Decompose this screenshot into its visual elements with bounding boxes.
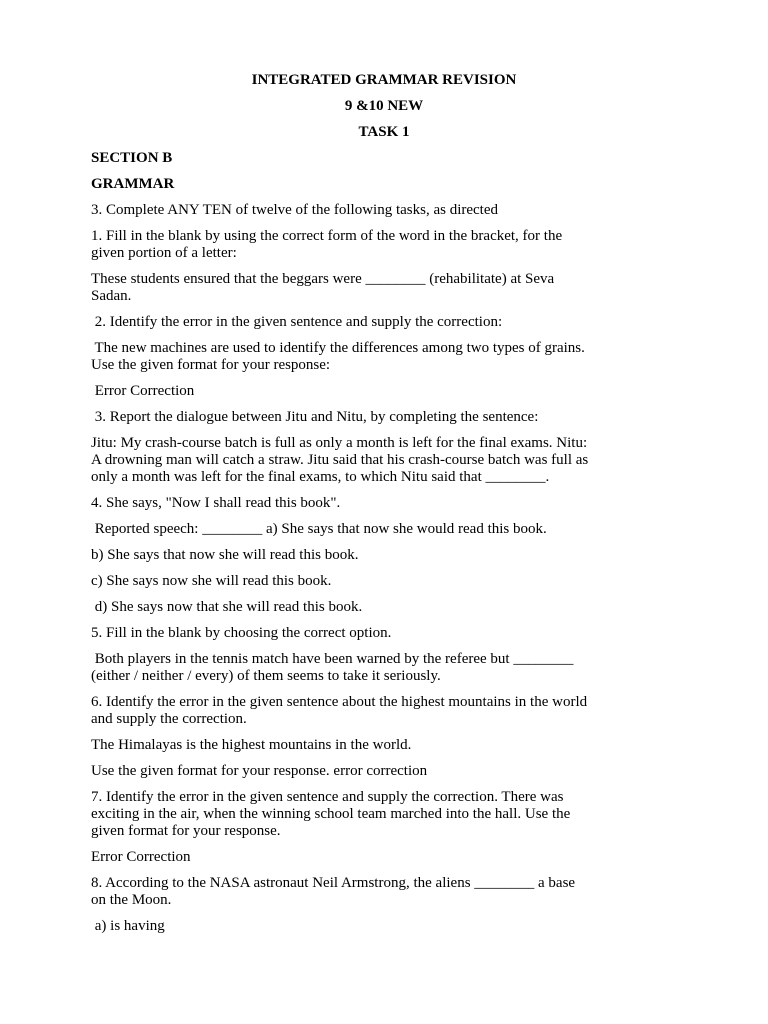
- q4-prompt: 4. She says, "Now I shall read this book".: [91, 495, 341, 511]
- q1-prompt-line2: given portion of a letter:: [91, 245, 237, 261]
- section-heading: SECTION B: [91, 150, 173, 166]
- q8-option-a: a) is having: [91, 918, 165, 934]
- q4-option-d: d) She says now that she will read this book.: [91, 599, 363, 615]
- q4-option-b: b) She says that now she will read this book.: [91, 547, 359, 563]
- q7-prompt-line1: 7. Identify the error in the given sentence and supply the correction. There was: [91, 789, 564, 805]
- q8-prompt-line1: 8. According to the NASA astronaut Neil Armstrong, the aliens ________ a base: [91, 875, 576, 891]
- q7-format: Error Correction: [91, 849, 191, 865]
- document-title: INTEGRATED GRAMMAR REVISION: [251, 72, 517, 88]
- q8-prompt-line2: on the Moon.: [91, 892, 172, 908]
- q3-text-line1: Jitu: My crash-course batch is full as only a month is left for the final exams. Nitu:: [91, 435, 588, 451]
- q1-text-line1: These students ensured that the beggars were ________ (rehabilitate) at Seva: [91, 271, 555, 287]
- q6-text: The Himalayas is the highest mountains in the world.: [91, 737, 412, 753]
- q4-option-a: Reported speech: ________ a) She says that now she would read this book.: [91, 521, 547, 537]
- q1-text-line2: Sadan.: [91, 288, 132, 304]
- q5-text-line1: Both players in the tennis match have been warned by the referee but ________: [91, 651, 574, 667]
- q5-text-line2: (either / neither / every) of them seems to take it seriously.: [91, 668, 441, 684]
- topic-heading: GRAMMAR: [91, 176, 175, 192]
- q3-text-line2: A drowning man will catch a straw. Jitu said that his crash-course batch was full as: [91, 452, 589, 468]
- q2-prompt: 2. Identify the error in the given sentence and supply the correction:: [91, 314, 503, 330]
- instruction: 3. Complete ANY TEN of twelve of the following tasks, as directed: [91, 202, 498, 218]
- q3-text-line3: only a month was left for the final exams, to which Nitu said that ________.: [91, 469, 550, 485]
- q4-option-c: c) She says now she will read this book.: [91, 573, 332, 589]
- q2-text-line2: Use the given format for your response:: [91, 357, 331, 373]
- q5-prompt: 5. Fill in the blank by choosing the correct option.: [91, 625, 392, 641]
- q6-format: Use the given format for your response. error correction: [91, 763, 428, 779]
- q6-prompt-line2: and supply the correction.: [91, 711, 247, 727]
- q7-prompt-line3: given format for your response.: [91, 823, 281, 839]
- q6-prompt-line1: 6. Identify the error in the given sentence about the highest mountains in the world: [91, 694, 588, 710]
- task-heading: TASK 1: [358, 124, 410, 140]
- q7-prompt-line2: exciting in the air, when the winning school team marched into the hall. Use the: [91, 806, 571, 822]
- q2-format: Error Correction: [91, 383, 195, 399]
- q3-prompt: 3. Report the dialogue between Jitu and Nitu, by completing the sentence:: [91, 409, 539, 425]
- q2-text-line1: The new machines are used to identify the differences among two types of grains.: [91, 340, 585, 356]
- document-subtitle: 9 &10 NEW: [344, 98, 424, 114]
- q1-prompt-line1: 1. Fill in the blank by using the correct form of the word in the bracket, for the: [91, 228, 563, 244]
